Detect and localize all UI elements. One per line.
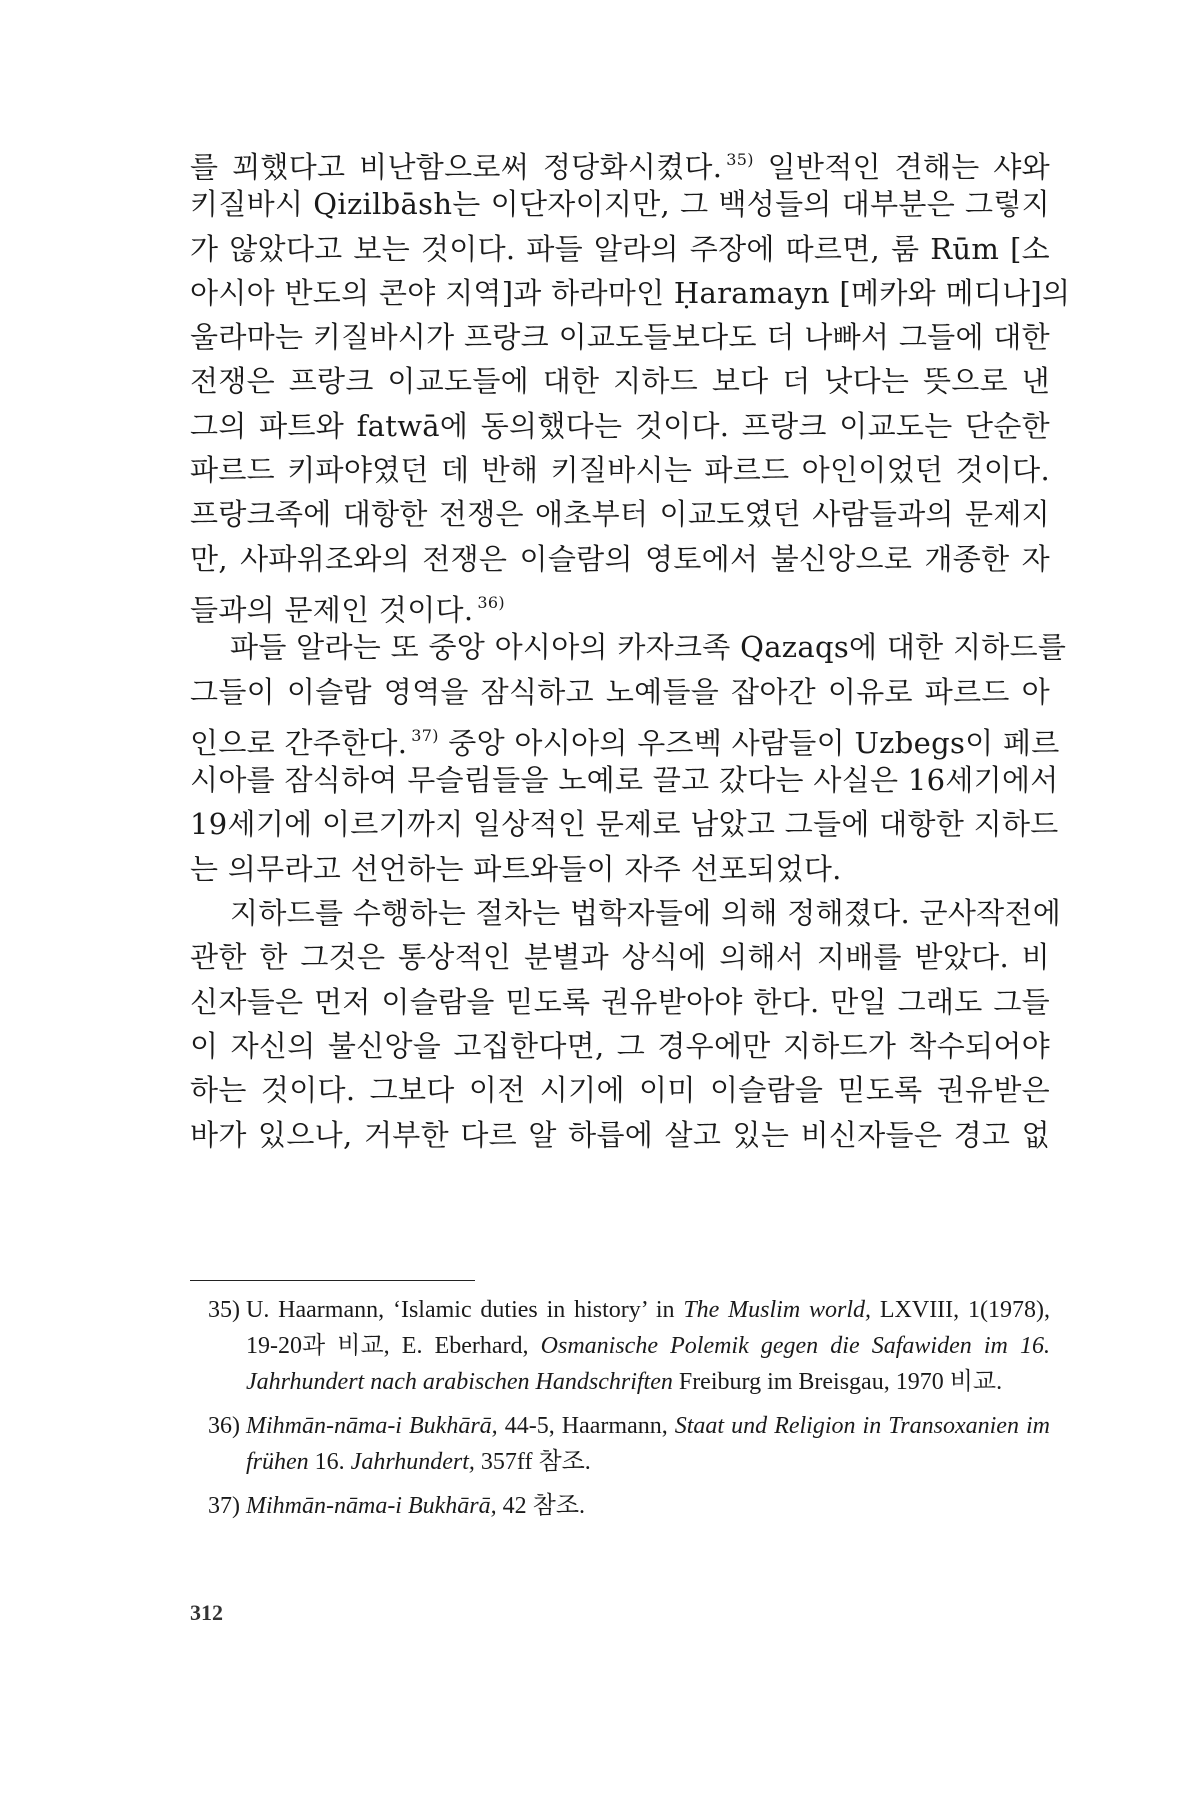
text-line [190,138,1050,182]
line-text: 시아를 잠식하여 무슬림들을 노예로 끌고 갔다는 사실은 16세기에서 [190,763,1059,798]
text-line [190,315,1050,359]
line-text: 가 않았다고 보는 것이다. 파들 알라의 주장에 따르면, 룸 Rūm [소 [190,231,1050,266]
footnote-separator [190,1280,475,1281]
footnote-reference: 36) [477,592,505,612]
footnotes [208,1292,1050,1532]
line-text: 19세기에 이르기까지 일상적인 문제로 남았고 그들에 대항한 지하드 [190,807,1059,842]
text-line [190,1113,1050,1157]
line-text: 들과의 문제인 것이다. [190,592,474,627]
footnote-reference: 35) [726,150,754,169]
text-line [190,227,1050,271]
line-text: 지하드를 수행하는 절차는 법학자들에 의해 정해졌다. 군사작전에 [230,896,1062,931]
text-line [190,714,1060,760]
text-line [190,758,1059,802]
line-text: 아시아 반도의 콘야 지역]과 하라마인 Ḥaramayn [메카와 메디나]의 [190,275,1071,310]
text-line [190,802,1059,846]
text-line [190,670,1050,714]
line-text-continued: 일반적인 견해는 샤와 [753,150,1050,184]
line-text-continued: 중앙 아시아의 우즈벡 사람들이 Uzbegs이 페르 [438,725,1060,760]
line-text: 전쟁은 프랑크 이교도들에 대한 지하드 보다 더 낫다는 뜻으로 낸 [190,364,1050,399]
text-line [190,448,1050,492]
footnote-number: 37) [208,1493,240,1519]
text-line [190,1024,1050,1068]
text-line [190,847,1050,891]
text-line [190,537,1050,581]
line-text: 이 자신의 불신앙을 고집한다면, 그 경우에만 지하드가 착수되어야 [190,1028,1050,1063]
text-line [190,980,1050,1024]
line-text: 그들이 이슬람 영역을 잠식하고 노예들을 잡아간 이유로 파르드 아 [190,674,1050,709]
text-line [190,1068,1050,1112]
footnote-text: Mihmān-nāma-i Bukhārā, 44-5, Haarmann, Staat und Religion in Transoxanien im frühen 16. Jahrhundert, 357ff 참조. [246,1413,1050,1475]
line-text: 바가 있으나, 거부한 다르 알 하릅에 살고 있는 비신자들은 경고 없 [190,1117,1050,1152]
text-line [190,891,1062,935]
text-line [190,625,1067,669]
line-text: 파르드 키파야였던 데 반해 키질바시는 파르드 아인이었던 것이다. [190,453,1050,488]
line-text: 키질바시 Qizilbāsh는 이단자이지만, 그 백성들의 대부분은 그렇지 [190,187,1050,222]
line-text: 만, 사파위조와의 전쟁은 이슬람의 영토에서 불신앙으로 개종한 자 [190,541,1050,576]
line-text: 파들 알라는 또 중앙 아시아의 카자크족 Qazaqs에 대한 지하드를 [230,630,1067,665]
footnote-text: Mihmān-nāma-i Bukhārā, 42 참조. [246,1493,586,1519]
text-line [190,935,1050,979]
footnote-37 [208,1488,1050,1524]
text-line [190,271,1071,315]
line-text: 는 의무라고 선언하는 파트와들이 자주 선포되었다. [190,851,842,886]
footnote-text: U. Haarmann, ‘Islamic duties in history’ in The Muslim world, LXVIII, 1(1978), 19-20과 비교, E. Eberhard, Osmanische Polemik gegen die Safawiden im 16. Jahrhundert nach arabischen Handschriften Freiburg im Breisgau, 1970 비교. [246,1297,1051,1395]
text-line [190,581,1050,625]
page-number: 312 [190,1600,223,1625]
footnote-number: 35) [208,1297,240,1323]
footnote-number: 36) [208,1413,240,1439]
text-line [190,359,1050,403]
line-text: 인으로 간주한다. [190,725,408,760]
line-text: 신자들은 먼저 이슬람을 믿도록 권유받아야 한다. 만일 그래도 그들 [190,984,1050,1019]
footnote-35 [208,1292,1050,1400]
line-text: 그의 파트와 fatwā에 동의했다는 것이다. 프랑크 이교도는 단순한 [190,408,1050,443]
text-line [190,182,1050,226]
text-line [190,404,1050,448]
line-text: 울라마는 키질바시가 프랑크 이교도들보다도 더 나빠서 그들에 대한 [190,320,1050,355]
line-text: 프랑크족에 대항한 전쟁은 애초부터 이교도였던 사람들과의 문제지 [190,497,1050,532]
line-text: 관한 한 그것은 통상적인 분별과 상식에 의해서 지배를 받았다. 비 [190,940,1050,975]
main-text [190,138,1071,1157]
line-text: 하는 것이다. 그보다 이전 시기에 이미 이슬람을 믿도록 권유받은 [190,1073,1050,1108]
line-text: 를 꾀했다고 비난함으로써 정당화시켰다. [190,150,723,184]
text-line [190,492,1050,536]
footnote-reference: 37) [411,725,439,745]
footnote-36 [208,1408,1050,1480]
